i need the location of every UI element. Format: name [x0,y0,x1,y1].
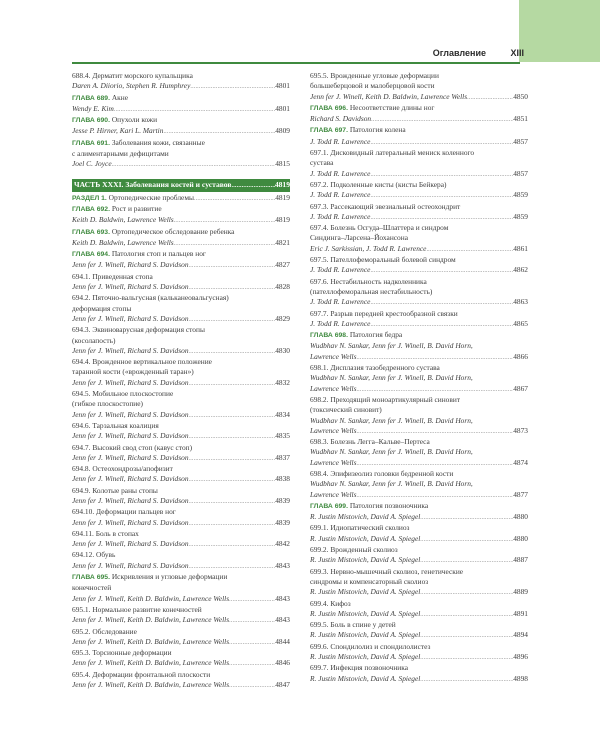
dot-leader [174,216,276,226]
dot-leader [189,540,276,550]
toc-entry[interactable]: (пателлофеморальная нестабильность) [310,286,433,296]
dot-leader [189,454,276,464]
authors: Jenn fer J. Winell, Keith D. Baldwin, Lawrence Wells [72,680,230,690]
toc-entry[interactable]: 694.1. Приведенная стопа [72,271,153,281]
entry-page: 4843 [275,560,290,570]
author-line[interactable] [72,104,290,115]
authors: Jenn fer J. Winell, Richard S. Davidson [72,282,189,292]
chapter-heading[interactable] [72,204,290,215]
author-line[interactable] [310,244,528,255]
entry-page: 4839 [275,517,290,527]
toc-entry[interactable]: 695.3. Торсионные деформации [72,648,172,658]
authors: R. Justin Mistovich, David A. Spiegel [310,587,421,597]
dot-leader [356,459,513,469]
entry-page: 4815 [275,159,290,169]
author-line[interactable] [72,561,290,572]
chapter-title: Патология бедра [349,330,403,340]
chapter-label: ГЛАВА 695. [72,574,110,582]
entry-page: 4830 [275,345,290,355]
dot-leader [189,283,276,293]
dot-leader [194,194,275,204]
chapter-heading[interactable] [72,249,290,260]
dot-leader [189,379,276,389]
author-line[interactable] [72,260,290,271]
author-line[interactable] [72,431,290,442]
toc-entry[interactable]: 697.7. Разрыв передней крестообразной связки [310,308,458,318]
author-line[interactable] [72,81,290,92]
author-line[interactable] [72,282,290,293]
author-line-continued: Wudbhav N. Sankar, Jenn fer J. Winell, B. David Horn, [310,479,473,489]
toc-entry[interactable]: большеберцовой и малоберцовой кости [310,81,435,91]
entry-page: 4859 [513,211,528,221]
authors: R. Justin Mistovich, David A. Spiegel [310,630,421,640]
entry-page: 4877 [513,489,528,499]
entry-page: 4850 [513,91,528,101]
entry-page: 4809 [275,126,290,136]
entry-page: 4819 [275,192,290,202]
author-line[interactable] [72,215,290,226]
chapter-label: ГЛАВА 697. [310,127,348,135]
authors: Eric J. Sarkissian, J. Todd R. Lawrence [310,243,427,253]
entry-page: 4832 [275,377,290,387]
author-line[interactable] [72,453,290,464]
toc-entry[interactable]: 697.1. Дисковидный латеральный мениск коленного [310,148,475,158]
chapter-label: ГЛАВА 691. [72,139,110,147]
toc-entry[interactable]: 694.7. Высокий свод стоп (кавус стоп) [72,442,193,452]
dot-leader [189,432,276,442]
author-line[interactable] [72,410,290,421]
author-line[interactable] [310,92,528,103]
section-label: РАЗДЕЛ 1. [72,194,107,202]
dot-leader [370,320,513,330]
entry-page: 4859 [513,190,528,200]
author-line[interactable] [310,587,528,598]
toc-entry[interactable]: 699.4. Кифоз [310,598,351,608]
toc-entry[interactable]: 697.4. Болезнь Осгуда–Шлаттера и синдром [310,223,449,233]
authors: R. Justin Mistovich, David A. Spiegel [310,512,421,522]
author-line[interactable] [72,615,290,626]
page-number: XIII [510,48,524,58]
chapter-label: ГЛАВА 692. [72,205,110,213]
author-line[interactable] [310,114,528,125]
dot-leader [370,191,513,201]
authors: J. Todd R. Lawrence [310,190,371,200]
entry-page: 4844 [275,636,290,646]
authors: R. Justin Mistovich, David A. Spiegel [310,673,421,683]
section-title: Оглавление [432,48,486,58]
author-line[interactable] [72,658,290,669]
entry-page: 4839 [275,495,290,505]
chapter-title: Патология колена [349,125,406,135]
author-line[interactable] [72,474,290,485]
entry-page: 4835 [275,431,290,441]
authors: J. Todd R. Lawrence [310,136,371,146]
section-heading-text [72,193,194,204]
entry-page: 4846 [275,658,290,668]
entry-page: 4867 [513,383,528,393]
toc-entry[interactable]: 697.5. Пателлофеморальный болевой синдром [310,255,456,265]
dot-leader [356,427,513,437]
entry-page: 4896 [513,652,528,662]
authors: J. Todd R. Lawrence [310,168,371,178]
author-line[interactable] [72,159,290,170]
entry-page: 4851 [513,114,528,124]
authors: Keith D. Baldwin, Lawrence Wells [72,237,174,247]
dot-leader [356,385,513,395]
entry-page: 4801 [275,81,290,91]
dot-leader [370,298,513,308]
authors: Jenn fer J. Winell, Richard S. Davidson [72,452,189,462]
toc-entry[interactable]: 694.5. Мобильное плоскостопие [72,389,174,399]
chapter-title: Опухоли кожи [111,115,158,125]
entry-page: 4865 [513,318,528,328]
dot-leader [232,180,275,192]
dot-leader [370,138,513,148]
chapter-title: Несоответствие длины ног [349,102,435,112]
authors: Keith D. Baldwin, Lawrence Wells [72,215,174,225]
authors: Daren A. Diiorio, Stephen R. Humphrey [72,81,191,91]
chapter-heading[interactable] [310,125,528,136]
authors: Lawrence Wells [310,425,357,435]
part-page: 4819 [274,179,290,189]
toc-entry[interactable]: 699.5. Боль в спине у детей [310,620,396,630]
author-line[interactable] [72,238,290,249]
dot-leader [420,588,513,598]
chapter-heading[interactable] [310,501,528,512]
dot-leader [420,513,513,523]
entry-page: 4843 [275,593,290,603]
chapter-label: ГЛАВА 689. [72,94,110,102]
authors: Jenn fer J. Winell, Keith D. Baldwin, Lawrence Wells [72,636,230,646]
chapter-label: ГЛАВА 698. [310,332,348,340]
entry-page: 4827 [275,260,290,270]
dot-leader [420,535,513,545]
toc-right-column [310,71,528,685]
part-title: ЧАСТЬ XXXI. Заболевания костей и суставов [74,179,232,189]
author-line[interactable] [310,137,528,148]
entry-page: 4861 [513,243,528,253]
authors: Jenn fer J. Winell, Keith D. Baldwin, Lawrence Wells [72,658,230,668]
toc-entry[interactable]: 697.6. Нестабильность надколенника [310,276,427,286]
dot-leader [189,497,276,507]
toc-entry[interactable]: сустава [310,158,334,168]
author-line-continued: Wudbhav N. Sankar, Jenn fer J. Winell, B. David Horn, [310,373,473,383]
author-line[interactable] [310,426,528,437]
chapter-title: Искривления и угловые деформации [111,572,228,582]
toc-entry[interactable]: 695.1. Нормальное развитие конечностей [72,604,202,614]
entry-page: 4842 [275,539,290,549]
entry-page: 4857 [513,136,528,146]
entry-page: 4874 [513,457,528,467]
authors: Jenn fer J. Winell, Richard S. Davidson [72,539,189,549]
header-rule [72,62,520,64]
entry-page: 4862 [513,265,528,275]
toc-entry[interactable]: 694.3. Эквиноварусная деформация стопы [72,325,205,335]
toc-entry[interactable]: 699.6. Спондилолиз и спондилолистез [310,641,431,651]
dot-leader [229,659,275,669]
entry-page: 4887 [513,555,528,565]
chapter-label: ГЛАВА 694. [72,251,110,259]
dot-leader [420,653,513,663]
authors: J. Todd R. Lawrence [310,297,371,307]
author-line[interactable] [310,555,528,566]
authors: Jenn fer J. Winell, Richard S. Davidson [72,517,189,527]
chapter-label: ГЛАВА 690. [72,117,110,125]
author-line[interactable] [72,594,290,605]
entry-page: 4898 [513,673,528,683]
authors: J. Todd R. Lawrence [310,265,371,275]
toc-entry[interactable]: синдромы и компенсаторный сколиоз [310,576,429,586]
authors: Jenn fer J. Winell, Richard S. Davidson [72,260,189,270]
author-line[interactable] [310,534,528,545]
chapter-label: ГЛАВА 696. [310,104,348,112]
toc-entry[interactable]: 695.4. Деформации фронтальной плоскости [72,669,211,679]
authors: Jenn fer J. Winell, Keith D. Baldwin, Lawrence Wells [310,91,468,101]
authors: Lawrence Wells [310,457,357,467]
chapter-heading[interactable] [72,572,290,583]
entry-page: 4880 [513,533,528,543]
toc-entry[interactable]: 688.4. Дерматит морского купальщика [72,71,193,80]
toc-entry[interactable]: деформация стопы [72,303,132,313]
dot-leader [189,475,276,485]
dot-leader [420,556,513,566]
author-line[interactable] [72,346,290,357]
toc-entry[interactable]: 698.1. Дисплазия тазобедренного сустава [310,363,440,373]
author-line[interactable] [310,490,528,501]
entry-page: 4838 [275,474,290,484]
toc-entry[interactable]: 694.2. Пяточно-вальгусная (кальканеовальгусная) [72,293,229,303]
authors: Jenn fer J. Winell, Richard S. Davidson [72,560,189,570]
dot-leader [229,616,275,626]
authors: Jenn fer J. Winell, Richard S. Davidson [72,431,189,441]
author-line[interactable] [310,674,528,685]
dot-leader [112,160,276,170]
part-heading-bar[interactable] [72,179,290,192]
chapter-heading[interactable] [72,93,290,104]
toc-entry[interactable]: 697.3. Рассекающий эвезиальный остеохондрит [310,201,461,211]
toc-entry[interactable]: 694.4. Врожденное вертикальное положение [72,357,212,367]
toc-entry[interactable]: 699.7. Инфекция позвоночника [310,663,408,673]
author-line[interactable] [310,265,528,276]
authors: J. Todd R. Lawrence [310,318,371,328]
toc-entry[interactable]: 694.8. Остеохондрозы/апофизит [72,464,173,474]
dot-leader [114,105,275,115]
dot-leader [163,127,275,137]
entry-page: 4847 [275,680,290,690]
toc-entry[interactable]: с алиментарными дефицитами [72,149,169,159]
authors: Jenn fer J. Winell, Keith D. Baldwin, Lawrence Wells [72,615,230,625]
authors: Lawrence Wells [310,351,357,361]
toc-entry[interactable]: конечностей [72,583,112,593]
author-line[interactable] [72,539,290,550]
authors: Jenn fer J. Winell, Richard S. Davidson [72,474,189,484]
dot-leader [356,353,513,363]
chapter-heading[interactable] [310,330,528,341]
dot-leader [229,638,275,648]
chapter-label: ГЛАВА 699. [310,502,348,510]
author-line[interactable] [310,190,528,201]
dot-leader [356,491,513,501]
entry-page: 4889 [513,587,528,597]
authors: R. Justin Mistovich, David A. Spiegel [310,608,421,618]
authors: J. Todd R. Lawrence [310,211,371,221]
chapter-title: Ортопедическое обследование ребенка [111,226,235,236]
author-line[interactable] [72,637,290,648]
author-line-continued: Wudbhav N. Sankar, Jenn fer J. Winell, B. David Horn, [310,341,473,351]
author-line[interactable] [310,652,528,663]
dot-leader [174,239,276,249]
authors: Lawrence Wells [310,489,357,499]
toc-entry[interactable]: 694.9. Колотые раны стопы [72,485,158,495]
toc-entry[interactable]: (гибкое плоскостопие) [72,399,143,409]
dot-leader [467,93,513,103]
author-line[interactable] [310,458,528,469]
authors: R. Justin Mistovich, David A. Spiegel [310,555,421,565]
toc-left-column [72,71,290,691]
entry-page: 4829 [275,313,290,323]
dot-leader [229,595,275,605]
entry-page: 4837 [275,452,290,462]
dot-leader [189,315,276,325]
entry-page: 4801 [275,103,290,113]
author-line[interactable] [72,496,290,507]
toc-entry[interactable]: 699.2. Врожденный сколиоз [310,545,398,555]
author-line[interactable] [72,314,290,325]
entry-page: 4857 [513,168,528,178]
dot-leader [420,675,513,685]
entry-page: 4834 [275,409,290,419]
author-line-continued: Wudbhav N. Sankar, Jenn fer J. Winell, B. David Horn, [310,415,473,425]
dot-leader [189,411,276,421]
entry-page: 4894 [513,630,528,640]
toc-entry[interactable]: Синдинга–Ларсена–Йохансона [310,233,408,243]
authors: Jenn fer J. Winell, Keith D. Baldwin, Lawrence Wells [72,593,230,603]
dot-leader [229,681,275,691]
author-line[interactable] [72,126,290,137]
dot-leader [189,519,276,529]
dot-leader [189,562,276,572]
dot-leader [420,631,513,641]
toc-entry[interactable]: 698.4. Эпифизеолиз головки бедренной кости [310,468,454,478]
author-line[interactable] [310,319,528,330]
chapter-label: ГЛАВА 693. [72,228,110,236]
entry-page: 4819 [275,215,290,225]
toc-entry[interactable]: 694.11. Боль в стопах [72,528,139,538]
toc-entry[interactable]: 694.6. Тарзальная коалиция [72,420,159,430]
toc-entry[interactable]: 699.3. Нервно-мышечный сколиоз, генетические [310,566,464,576]
authors: Jenn fer J. Winell, Richard S. Davidson [72,313,189,323]
authors: Jenn fer J. Winell, Richard S. Davidson [72,409,189,419]
dot-leader [190,82,275,92]
authors: Jesse P. Hirner, Kari L. Martin [72,126,164,136]
toc-entry[interactable]: (косолапость) [72,335,116,345]
dot-leader [370,170,513,180]
dot-leader [420,610,513,620]
authors: Lawrence Wells [310,383,357,393]
entry-page: 4891 [513,608,528,618]
chapter-title: Патология стоп и пальцев ног [111,249,206,259]
dot-leader [370,213,513,223]
toc-entry[interactable]: 694.10. Деформации пальцев ног [72,507,176,517]
chapter-heading[interactable] [72,227,290,238]
author-line[interactable] [310,609,528,620]
toc-entry[interactable]: 694.12. Обувь [72,550,116,560]
author-line[interactable] [72,680,290,691]
authors: Jenn fer J. Winell, Richard S. Davidson [72,345,189,355]
authors: Jenn fer J. Winell, Richard S. Davidson [72,377,189,387]
authors: Richard S. Davidson [310,114,372,124]
toc-entry[interactable]: 698.3. Болезнь Легга–Кальве–Пертеса [310,437,430,447]
dot-leader [426,245,513,255]
author-line-continued: Wudbhav N. Sankar, Jenn fer J. Winell, B. David Horn, [310,447,473,457]
section-heading[interactable] [72,193,290,204]
toc-entry[interactable]: (токсический синовит) [310,405,382,415]
dot-leader [371,115,513,125]
toc-entry[interactable]: 699.1. Идиопатический сколиоз [310,523,410,533]
dot-leader [189,261,276,271]
entry-page: 4866 [513,351,528,361]
author-line[interactable] [310,352,528,363]
authors: Jenn fer J. Winell, Richard S. Davidson [72,495,189,505]
author-line[interactable] [310,212,528,223]
author-line[interactable] [310,384,528,395]
entry-page: 4880 [513,512,528,522]
corner-tab [519,0,600,62]
entry-page: 4821 [275,237,290,247]
chapter-title: Патология позвоночника [349,500,429,510]
toc-entry[interactable]: 697.2. Подколенные кисты (кисты Бейкера) [310,179,447,189]
chapter-title: Рост и развитие [111,203,162,213]
toc-entry[interactable]: 695.5. Врожденные угловые деформации [310,71,439,80]
author-line[interactable] [72,518,290,529]
entry-page: 4843 [275,615,290,625]
entry-page: 4863 [513,297,528,307]
toc-entry[interactable]: таранной кости («врожденный таран») [72,367,194,377]
toc-entry[interactable]: 698.2. Преходящий монoартикулярный синовит [310,394,461,404]
author-line[interactable] [310,630,528,641]
author-line[interactable] [72,378,290,389]
authors: R. Justin Mistovich, David A. Spiegel [310,533,421,543]
chapter-title: Акне [111,92,128,102]
chapter-heading[interactable] [310,103,528,114]
authors: R. Justin Mistovich, David A. Spiegel [310,652,421,662]
author-line[interactable] [310,297,528,308]
dot-leader [370,266,513,276]
chapter-title: Заболевания кожи, связанные [111,137,205,147]
author-line[interactable] [310,169,528,180]
entry-page: 4828 [275,282,290,292]
dot-leader [189,347,276,357]
spacer [72,171,290,177]
chapter-heading[interactable] [72,115,290,126]
chapter-heading[interactable] [72,138,290,149]
entry-page: 4873 [513,425,528,435]
authors: Joel C. Joyce [72,159,112,169]
section-title: Ортопедические проблемы [108,192,194,202]
authors: Wendy E. Kim [72,103,114,113]
toc-entry[interactable]: 695.2. Обследование [72,626,137,636]
page-header [324,47,524,61]
author-line[interactable] [310,512,528,523]
